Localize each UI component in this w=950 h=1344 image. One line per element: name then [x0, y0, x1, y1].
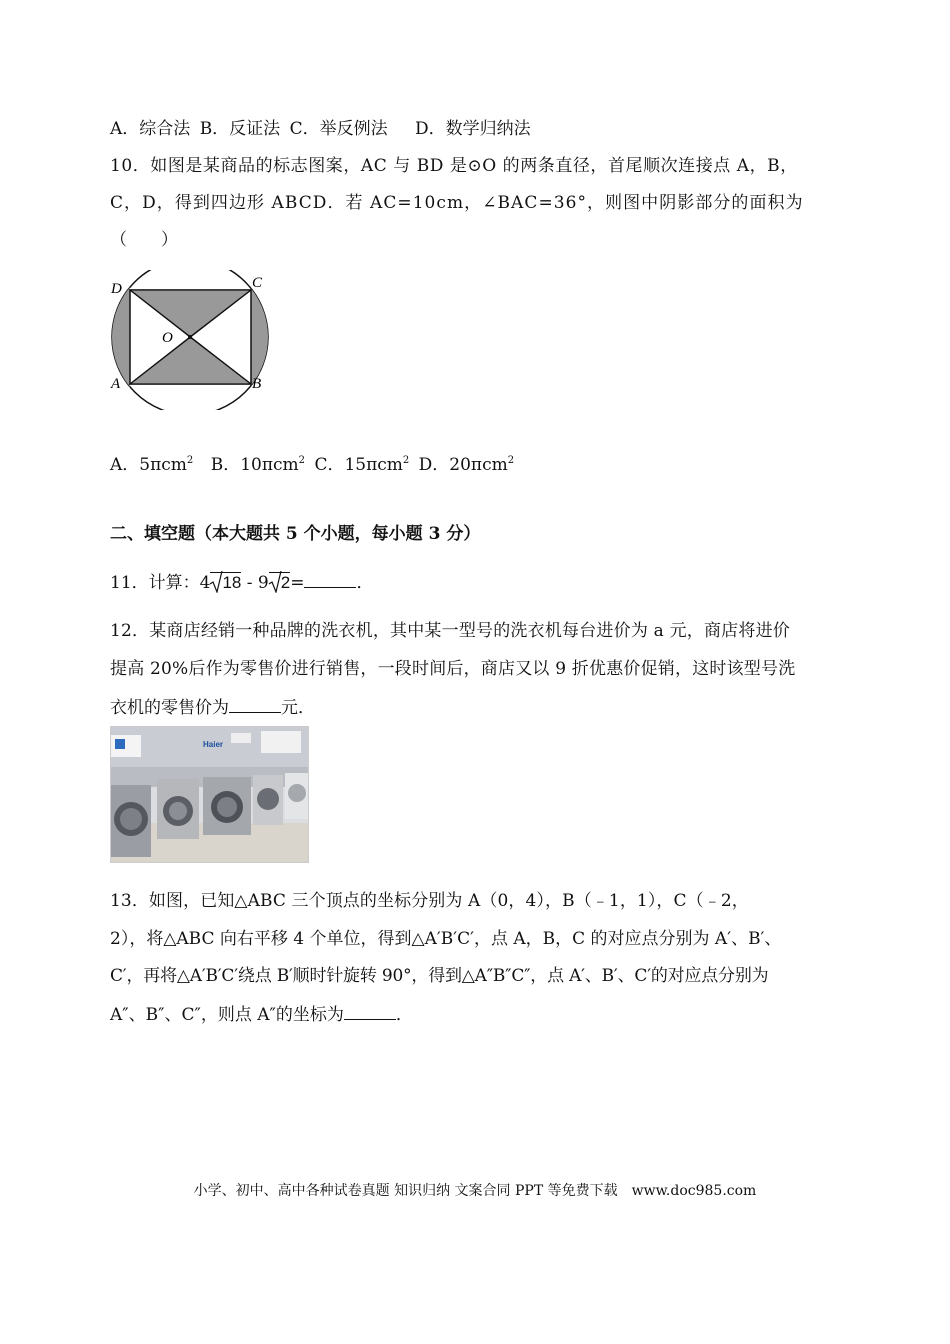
washing-machine-photo: [110, 726, 309, 863]
q9-option-d: D．数学归纳法: [415, 119, 531, 139]
q10-option-a: A．5πcm$^2$: [110, 455, 194, 475]
q10-line-1: 10．如图是某商品的标志图案，AC 与 BD 是⊙O 的两条直径，首尾顺次连接点 A，B，: [110, 156, 798, 176]
q11-answer-blank[interactable]: [304, 571, 356, 588]
label-d: D: [111, 281, 122, 297]
page-footer: 小学、初中、高中各种试卷真题 知识归纳 文案合同 PPT 等免费下载 www.doc985.com: [193, 1183, 757, 1199]
q11-prefix: 11．计算：4: [110, 573, 211, 593]
q11-minus: - 9: [241, 573, 269, 593]
q11-line: 11．计算：4 18 - 9 2= ．: [110, 573, 374, 593]
q12-answer-blank[interactable]: [229, 696, 281, 713]
q10-figure: [106, 270, 286, 410]
q10-options: [110, 451, 514, 475]
q13-answer-blank[interactable]: [344, 1003, 396, 1020]
q13-line-4: A″、B″、C″，则点 A″的坐标为 ．: [110, 1005, 413, 1025]
q9-option-c: C．举反例法: [289, 119, 388, 139]
q11-radical-1: 18: [210, 572, 241, 593]
q10-option-b: B．10πcm$^2$: [210, 455, 306, 475]
q12-line-1: 12．某商店经销一种品牌的洗衣机，其中某一型号的洗衣机每台进价为 a 元，商店将进价: [110, 621, 790, 641]
q11-radical-2: 2: [269, 572, 290, 593]
q10-option-c: C．15πcm$^2$: [314, 455, 410, 475]
q9-option-a: A．综合法: [110, 119, 191, 139]
q13-line-1: 13．如图，已知△ABC 三个顶点的坐标分别为 A（0，4），B（﹣1，1），C（﹣2，: [110, 891, 749, 911]
q13-line-2: 2），将△ABC 向右平移 4 个单位，得到△A′B′C′，点 A，B，C 的对应点分别为 A′、B′、: [110, 929, 782, 949]
q12-line-2: 提高 20%后作为零售价进行销售，一段时间后，商店又以 9 折优惠价促销，这时该型号洗: [110, 659, 796, 679]
q13-line-3: C′，再将△A′B′C′绕点 B′顺时针旋转 90°，得到△A″B″C″，点 A′、B′、C′的对应点分别为: [110, 966, 769, 986]
section-2-title: 二、填空题（本大题共 5 个小题，每小题 3 分）: [110, 524, 481, 544]
q10-line-2: C，D，得到四边形 ABCD．若 AC=10cm，∠BAC=36°，则图中阴影部分的面积为: [110, 193, 804, 213]
q9-option-b: B．反证法: [199, 119, 281, 139]
q12-line-3: 衣机的零售价为 元．: [110, 698, 315, 718]
q9-options: [110, 119, 531, 139]
q10-option-d: D．20πcm$^2$: [418, 455, 515, 475]
label-o: O: [162, 330, 173, 346]
label-b: B: [252, 376, 262, 392]
photo-brand-text: Haier: [203, 740, 224, 749]
label-c: C: [252, 275, 263, 291]
q11-equals: =: [290, 573, 305, 593]
label-a: A: [111, 376, 121, 392]
q10-line-3: （ ）: [110, 230, 178, 250]
